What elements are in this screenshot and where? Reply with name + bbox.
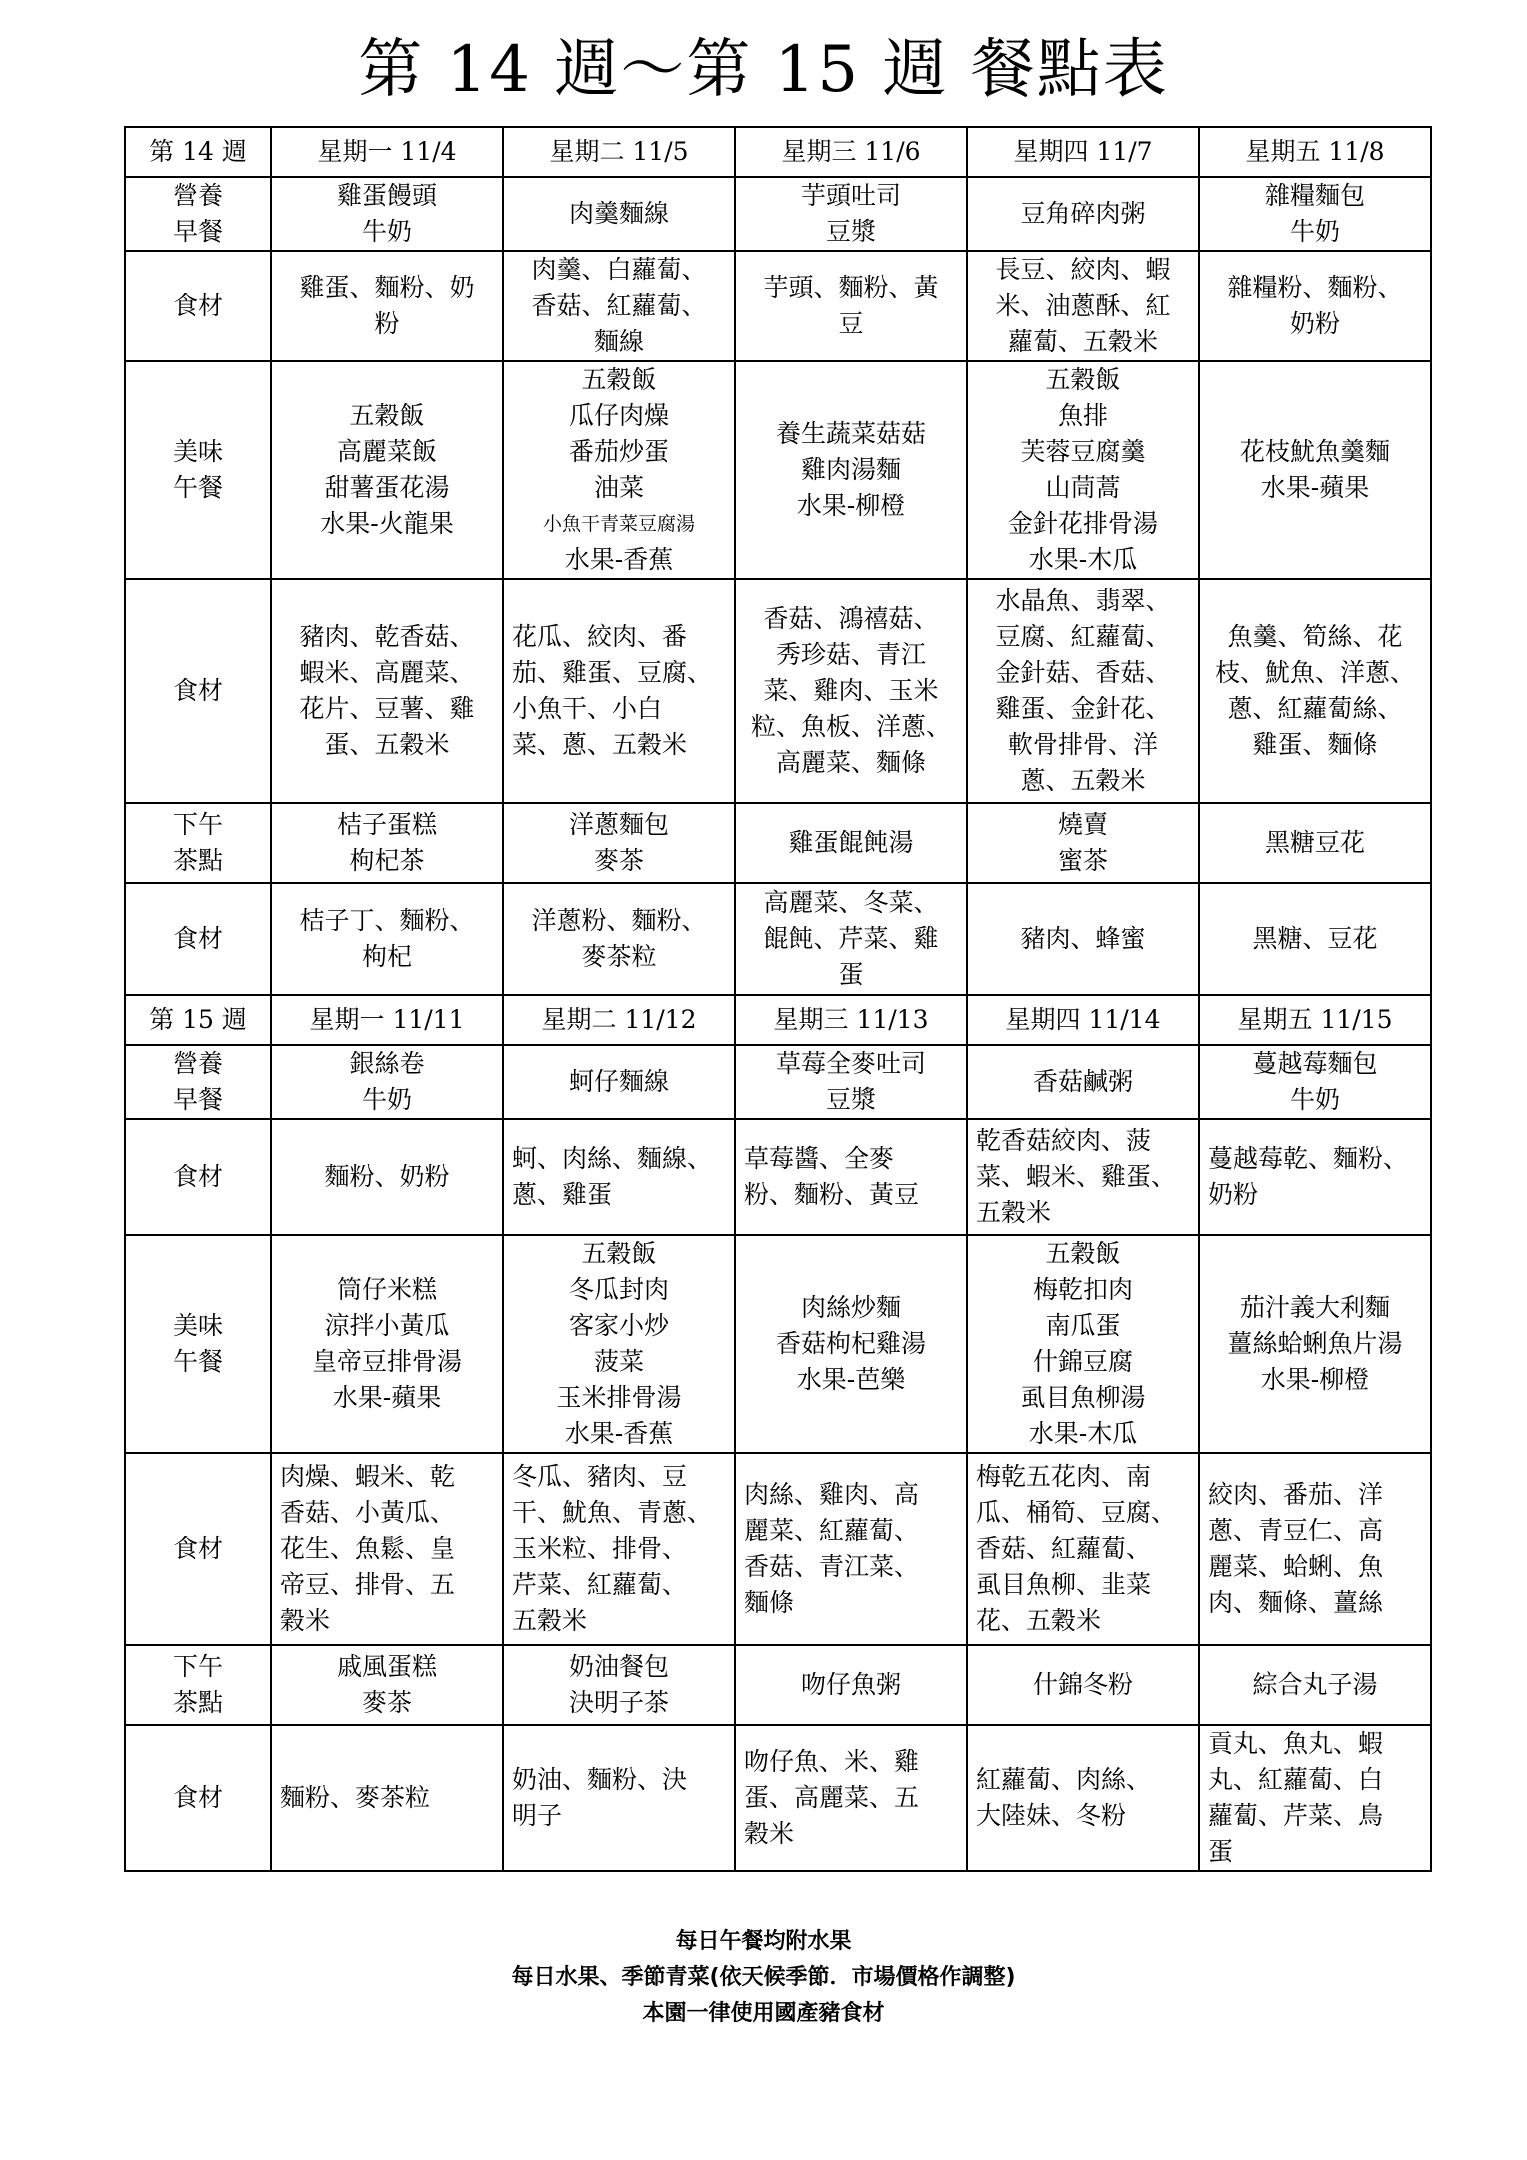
week-header-row xyxy=(125,995,1431,1045)
day-header: 星期五 11/15 xyxy=(1199,995,1431,1045)
menu-cell: 黑糖、豆花 xyxy=(1199,883,1431,995)
menu-cell: 蔓越莓麵包 牛奶 xyxy=(1199,1045,1431,1119)
menu-cell: 五穀飯 魚排 芙蓉豆腐羹 山茼蒿 金針花排骨湯 水果-木瓜 xyxy=(967,361,1199,579)
row-label: 食材 xyxy=(125,883,271,995)
breakfast-row xyxy=(125,1045,1431,1119)
day-header: 星期四 11/7 xyxy=(967,127,1199,177)
lunch-ingredients-row xyxy=(125,579,1431,803)
menu-cell: 五穀飯 高麗菜飯 甜薯蛋花湯 水果-火龍果 xyxy=(271,361,503,579)
lunch-row xyxy=(125,1235,1431,1453)
row-label: 食材 xyxy=(125,1725,271,1871)
menu-cell: 奶油、麵粉、決 明子 xyxy=(503,1725,735,1871)
menu-cell-line: 瓜仔肉燥 xyxy=(568,401,669,430)
menu-cell xyxy=(503,361,735,579)
menu-cell: 什錦冬粉 xyxy=(967,1645,1199,1725)
menu-cell: 蚵仔麵線 xyxy=(503,1045,735,1119)
menu-cell: 絞肉、番茄、洋 蔥、青豆仁、高 麗菜、蛤蜊、魚 肉、麵條、薑絲 xyxy=(1199,1453,1431,1645)
breakfast-row xyxy=(125,177,1431,251)
menu-cell: 肉絲炒麵 香菇枸杞雞湯 水果-芭樂 xyxy=(735,1235,967,1453)
row-label: 營養 早餐 xyxy=(125,177,271,251)
menu-cell: 梅乾五花肉、南 瓜、桶筍、豆腐、 香菇、紅蘿蔔、 虱目魚柳、韭菜 花、五穀米 xyxy=(967,1453,1199,1645)
menu-cell: 豬肉、乾香菇、 蝦米、高麗菜、 花片、豆薯、雞 蛋、五穀米 xyxy=(271,579,503,803)
menu-cell: 燒賣 蜜茶 xyxy=(967,803,1199,883)
row-label: 美味 午餐 xyxy=(125,1235,271,1453)
snack-row xyxy=(125,803,1431,883)
menu-cell: 肉絲、雞肉、高 麗菜、紅蘿蔔、 香菇、青江菜、 麵條 xyxy=(735,1453,967,1645)
menu-cell-line: 五穀飯 xyxy=(581,365,657,394)
menu-cell: 貢丸、魚丸、蝦 丸、紅蘿蔔、白 蘿蔔、芹菜、鳥 蛋 xyxy=(1199,1725,1431,1871)
menu-cell: 蔓越莓乾、麵粉、 奶粉 xyxy=(1199,1119,1431,1235)
day-header: 星期一 11/4 xyxy=(271,127,503,177)
menu-cell: 長豆、絞肉、蝦 米、油蔥酥、紅 蘿蔔、五穀米 xyxy=(967,251,1199,361)
menu-cell: 花瓜、絞肉、番 茄、雞蛋、豆腐、 小魚干、小白 菜、蔥、五穀米 xyxy=(503,579,735,803)
menu-cell: 吻仔魚粥 xyxy=(735,1645,967,1725)
menu-cell: 芋頭吐司 豆漿 xyxy=(735,177,967,251)
menu-cell: 麵粉、麥茶粒 xyxy=(271,1725,503,1871)
day-header: 星期三 11/6 xyxy=(735,127,967,177)
menu-cell-line: 番茄炒蛋 xyxy=(568,437,669,466)
lunch-row xyxy=(125,361,1431,579)
snack-ingredients-row xyxy=(125,1725,1431,1871)
menu-cell: 花枝魷魚羹麵 水果-蘋果 xyxy=(1199,361,1431,579)
menu-cell: 吻仔魚、米、雞 蛋、高麗菜、五 穀米 xyxy=(735,1725,967,1871)
menu-cell: 桔子蛋糕 枸杞茶 xyxy=(271,803,503,883)
menu-cell: 雜糧麵包 牛奶 xyxy=(1199,177,1431,251)
menu-cell: 草莓醬、全麥 粉、麵粉、黃豆 xyxy=(735,1119,967,1235)
menu-cell: 黑糖豆花 xyxy=(1199,803,1431,883)
row-label: 食材 xyxy=(125,1119,271,1235)
row-label: 營養 早餐 xyxy=(125,1045,271,1119)
day-header: 星期一 11/11 xyxy=(271,995,503,1045)
menu-cell: 豬肉、蜂蜜 xyxy=(967,883,1199,995)
day-header: 星期二 11/12 xyxy=(503,995,735,1045)
menu-cell: 麵粉、奶粉 xyxy=(271,1119,503,1235)
row-label: 食材 xyxy=(125,251,271,361)
day-header: 星期四 11/14 xyxy=(967,995,1199,1045)
menu-cell: 雞蛋餛飩湯 xyxy=(735,803,967,883)
row-label: 美味 午餐 xyxy=(125,361,271,579)
menu-cell: 肉燥、蝦米、乾 香菇、小黃瓜、 花生、魚鬆、皇 帝豆、排骨、五 穀米 xyxy=(271,1453,503,1645)
menu-cell: 香菇鹹粥 xyxy=(967,1045,1199,1119)
menu-cell: 冬瓜、豬肉、豆 干、魷魚、青蔥、 玉米粒、排骨、 芹菜、紅蘿蔔、 五穀米 xyxy=(503,1453,735,1645)
menu-cell: 豆角碎肉粥 xyxy=(967,177,1199,251)
row-label: 下午 茶點 xyxy=(125,1645,271,1725)
menu-cell: 銀絲卷 牛奶 xyxy=(271,1045,503,1119)
menu-cell-line: 油菜 xyxy=(593,473,644,502)
day-header: 星期三 11/13 xyxy=(735,995,967,1045)
menu-cell: 雜糧粉、麵粉、 奶粉 xyxy=(1199,251,1431,361)
snack-ingredients-row xyxy=(125,883,1431,995)
footer-notes xyxy=(0,1924,1527,2032)
menu-cell-line: 水果-香蕉 xyxy=(564,545,674,574)
week-label: 第 15 週 xyxy=(125,995,271,1045)
menu-cell: 肉羹、白蘿蔔、 香菇、紅蘿蔔、 麵線 xyxy=(503,251,735,361)
menu-cell: 五穀飯 冬瓜封肉 客家小炒 菠菜 玉米排骨湯 水果-香蕉 xyxy=(503,1235,735,1453)
menu-cell: 雞蛋饅頭 牛奶 xyxy=(271,177,503,251)
menu-cell: 茄汁義大利麵 薑絲蛤蜊魚片湯 水果-柳橙 xyxy=(1199,1235,1431,1453)
menu-cell: 洋蔥粉、麵粉、 麥茶粒 xyxy=(503,883,735,995)
row-label: 食材 xyxy=(125,1453,271,1645)
note-fruit: 每日午餐均附水果 xyxy=(675,1929,852,1954)
lunch-ingredients-row xyxy=(125,1453,1431,1645)
snack-row xyxy=(125,1645,1431,1725)
menu-cell: 養生蔬菜菇菇 雞肉湯麵 水果-柳橙 xyxy=(735,361,967,579)
meal-schedule-table xyxy=(124,126,1432,1872)
menu-cell: 蚵、肉絲、麵線、 蔥、雞蛋 xyxy=(503,1119,735,1235)
menu-cell: 草莓全麥吐司 豆漿 xyxy=(735,1045,967,1119)
menu-cell: 桔子丁、麵粉、 枸杞 xyxy=(271,883,503,995)
menu-cell: 筒仔米糕 涼拌小黃瓜 皇帝豆排骨湯 水果-蘋果 xyxy=(271,1235,503,1453)
menu-cell: 戚風蛋糕 麥茶 xyxy=(271,1645,503,1725)
menu-cell: 乾香菇絞肉、菠 菜、蝦米、雞蛋、 五穀米 xyxy=(967,1119,1199,1235)
menu-cell: 洋蔥麵包 麥茶 xyxy=(503,803,735,883)
breakfast-ingredients-row xyxy=(125,1119,1431,1235)
menu-cell: 紅蘿蔔、肉絲、 大陸妹、冬粉 xyxy=(967,1725,1199,1871)
row-label: 食材 xyxy=(125,579,271,803)
menu-cell-line: 小魚干青菜豆腐湯 xyxy=(542,513,695,535)
menu-cell: 肉羹麵線 xyxy=(503,177,735,251)
day-header: 星期二 11/5 xyxy=(503,127,735,177)
week-header-row xyxy=(125,127,1431,177)
menu-cell: 高麗菜、冬菜、 餛飩、芹菜、雞 蛋 xyxy=(735,883,967,995)
menu-cell: 水晶魚、翡翠、 豆腐、紅蘿蔔、 金針菇、香菇、 雞蛋、金針花、 軟骨排骨、洋 蔥、五穀米 xyxy=(967,579,1199,803)
menu-cell: 奶油餐包 決明子茶 xyxy=(503,1645,735,1725)
row-label: 下午 茶點 xyxy=(125,803,271,883)
menu-cell: 綜合丸子湯 xyxy=(1199,1645,1431,1725)
week-label: 第 14 週 xyxy=(125,127,271,177)
menu-cell: 雞蛋、麵粉、奶 粉 xyxy=(271,251,503,361)
page-title: 第 14 週～第 15 週 餐點表 xyxy=(358,33,1169,107)
note-pork: 本園一律使用國產豬食材 xyxy=(642,2001,885,2026)
breakfast-ingredients-row xyxy=(125,251,1431,361)
menu-cell: 芋頭、麵粉、黃 豆 xyxy=(735,251,967,361)
menu-cell: 香菇、鴻禧菇、 秀珍菇、青江 菜、雞肉、玉米 粒、魚板、洋蔥、 高麗菜、麵條 xyxy=(735,579,967,803)
menu-cell: 五穀飯 梅乾扣肉 南瓜蛋 什錦豆腐 虱目魚柳湯 水果-木瓜 xyxy=(967,1235,1199,1453)
day-header: 星期五 11/8 xyxy=(1199,127,1431,177)
menu-cell: 魚羹、筍絲、花 枝、魷魚、洋蔥、 蔥、紅蘿蔔絲、 雞蛋、麵條 xyxy=(1199,579,1431,803)
note-seasonal: 每日水果、季節青菜(依天候季節．市場價格作調整) xyxy=(511,1965,1016,1990)
